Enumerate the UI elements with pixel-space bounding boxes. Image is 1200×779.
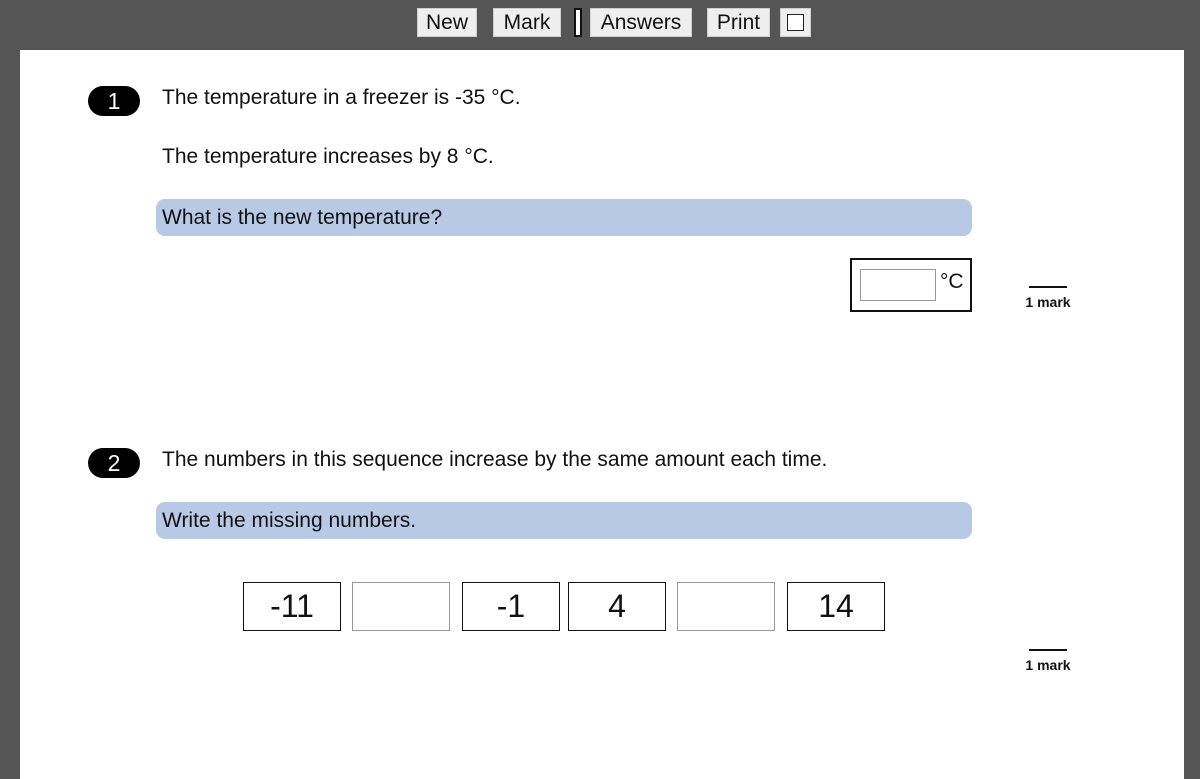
print-button[interactable]: Print — [707, 8, 770, 37]
unit-label: °C — [940, 270, 964, 293]
question-number-badge: 1 — [88, 86, 140, 116]
sequence-answer-input[interactable] — [677, 582, 775, 631]
answers-button[interactable]: Answers — [590, 8, 692, 37]
checkbox-icon — [787, 14, 804, 31]
mark-label: 1 mark — [1025, 294, 1071, 310]
question2-prompt: Write the missing numbers. — [156, 502, 972, 539]
question1-prompt: What is the new temperature? — [156, 199, 972, 236]
mark-label: 1 mark — [1025, 657, 1071, 673]
toggle-checkbox-button[interactable] — [780, 8, 811, 37]
toolbar — [0, 0, 1200, 50]
toolbar-separator — [574, 8, 582, 37]
sequence-answer-input[interactable] — [352, 582, 450, 631]
sequence-term-box: 14 — [787, 582, 885, 631]
mark-button[interactable]: Mark — [493, 8, 561, 37]
sequence-term-box: -1 — [462, 582, 560, 631]
question1-statement: The temperature in a freezer is -35 °C. — [162, 86, 521, 109]
answer-box — [850, 258, 972, 312]
temperature-answer-input[interactable] — [860, 269, 936, 301]
sequence-term-box: 4 — [568, 582, 666, 631]
new-button[interactable]: New — [417, 8, 477, 37]
sequence-term-box: -11 — [243, 582, 341, 631]
question-number-badge: 2 — [88, 448, 140, 478]
question2-statement: The numbers in this sequence increase by the same amount each time. — [162, 448, 828, 471]
mark-line — [1029, 286, 1067, 288]
question1-statement-2: The temperature increases by 8 °C. — [162, 145, 494, 168]
mark-line — [1029, 649, 1067, 651]
worksheet-page — [20, 50, 1184, 779]
